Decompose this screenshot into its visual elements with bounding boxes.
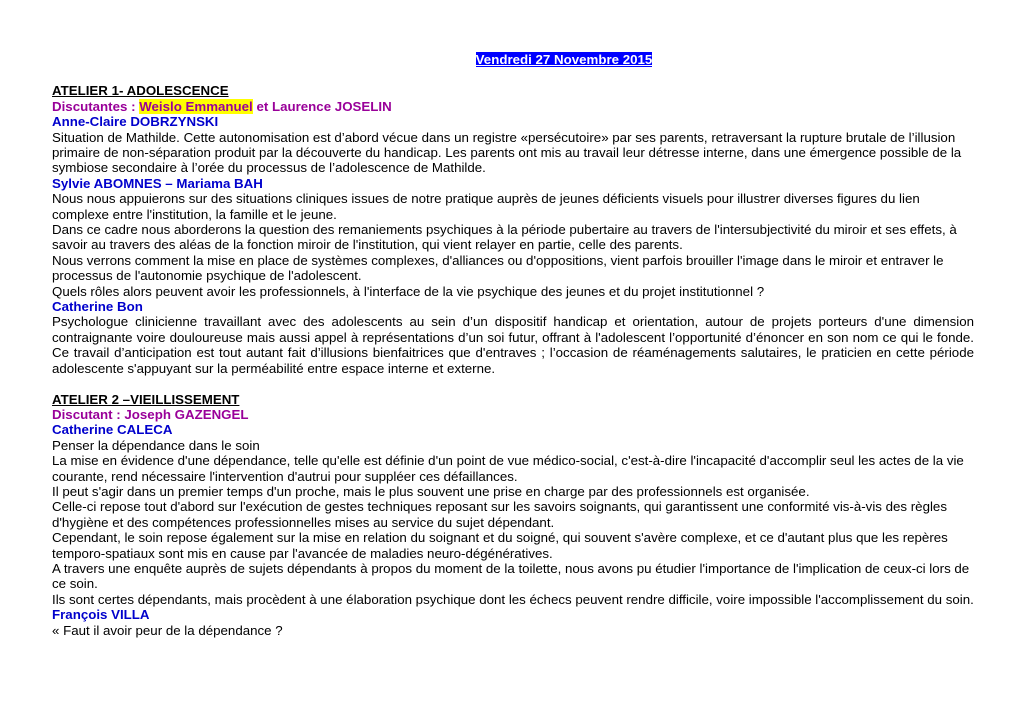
atelier-2-title: ATELIER 2 –VIEILLISSEMENT xyxy=(52,391,240,407)
atelier-1-section xyxy=(52,83,974,376)
speaker-name: François VILLA xyxy=(52,607,150,623)
speaker-abstract: Situation de Mathilde. Cette autonomisation est d’abord vécue dans un registre «persécutoire» par ses parents, retraversant la rupture brutale de l’illusion primaire de non-séparation produit par la découverte du handicap. Les parents ont mis au travail leur détresse interne, dans une émergence possible de la symbiose secondaire à l’orée du processus de l’adolescence de Mathilde. xyxy=(52,129,962,176)
speaker-abstract: Psychologue clinicienne travaillant avec des adolescents au sein d’un dispositif handicap et orientation, autour de projets porteurs d'une dimension contraignante voire douloureuse mais aussi appel à représentations d’un soi futur, offrant à l'adolescent l’opportunité d’énoncer en son nom ce qui le fonde. Ce travail d’anticipation est tout autant fait d’illusions bienfaitrices que d'entraves ; l’occasion de réaménagements salutaires, le praticien en cette période adolescente s'appuyant sur la perméabilité entre espace interne et externe. xyxy=(52,314,974,376)
speaker-abstract-paragraph: La mise en évidence d'une dépendance, telle qu'elle est définie d'un point de vue médico-social, c'est-à-dire l'incapacité d'accomplir seul les actes de la vie courante, rend nécessaire l'intervention d'autrui pour suppléer ces défaillances. xyxy=(52,453,964,484)
atelier-1-title: ATELIER 1- ADOLESCENCE xyxy=(52,83,229,99)
date-line xyxy=(52,52,974,68)
document-page xyxy=(52,52,974,638)
speaker-abstract-paragraph: Ils sont certes dépendants, mais procèdent à une élaboration psychique dont les échecs peuvent rendre difficile, voire impossible l'accomplissement du soin. xyxy=(52,591,974,607)
speaker-abstract-paragraph: A travers une enquête auprès de sujets dépendants à propos du moment de la toilette, nous avons pu étudier l'importance de l'implication de ceux-ci lors de ce soin. xyxy=(52,560,970,592)
atelier-2-discutant: Discutant : Joseph GAZENGEL xyxy=(52,406,249,422)
speaker-abstract: « Faut il avoir peur de la dépendance ? xyxy=(52,622,283,638)
discutants-prefix: Discutantes : xyxy=(52,98,140,114)
spacer xyxy=(52,68,974,83)
spacer xyxy=(52,376,974,391)
speaker-name: Sylvie ABOMNES – Mariama BAH xyxy=(52,175,263,191)
atelier-1-title-line xyxy=(52,83,974,98)
speaker-abstract-paragraph: Il peut s'agir dans un premier temps d'un proche, mais le plus souvent une prise en charge par des professionnels est organisée. xyxy=(52,483,810,499)
speaker-name: Catherine Bon xyxy=(52,299,143,315)
highlighted-discutant: Weislo Emmanuel xyxy=(139,98,253,114)
speaker-abstract-paragraph: Quels rôles alors peuvent avoir les professionnels, à l'interface de la vie psychique des jeunes et du projet institutionnel ? xyxy=(52,283,765,299)
speaker-abstract-paragraph: Nous nous appuierons sur des situations cliniques issues de notre pratique auprès de jeunes déficients visuels pour illustrer diverses figures du lien complexe entre l'institution, la famille et le jeune. xyxy=(52,191,920,222)
speaker-name: Anne-Claire DOBRZYNSKI xyxy=(52,114,219,130)
speaker-abstract-paragraph: Celle-ci repose tout d'abord sur l'exécution de gestes techniques reposant sur les savoirs soignants, qui garantissent une conformité vis-à-vis des règles d'hygiène et des compétences professionnelles mises au service du sujet dépendant. xyxy=(52,499,947,530)
speaker-abstract-paragraph: Dans ce cadre nous aborderons la question des remaniements psychiques à la période pubertaire au travers de l'intersubjectivité du miroir et ses effets, à savoir au travers des aléas de la fonction miroir de l'institution, qui vient relayer en partie, celle des parents. xyxy=(52,222,957,253)
speaker-abstract-paragraph: Cependant, le soin repose également sur la mise en relation du soignant et du soigné, qui souvent s'avère complexe, et ce d'autant plus que les repères temporo-spatiaux sont mis en cause par l'avancée de maladies neuro-dégénératives. xyxy=(52,530,948,561)
event-date: Vendredi 27 Novembre 2015 xyxy=(475,52,653,67)
atelier-2-title-line xyxy=(52,392,974,407)
atelier-2-section xyxy=(52,392,974,639)
speaker-abstract-paragraph: Nous verrons comment la mise en place de systèmes complexes, d'alliances ou d'oppositions, vient parfois brouiller l'image dans le miroir et entraver le processus de l'autonomie psychique de l'adolescent. xyxy=(52,252,944,284)
speaker-abstract-paragraph: Penser la dépendance dans le soin xyxy=(52,437,260,453)
speaker-name: Catherine CALECA xyxy=(52,422,173,438)
atelier-1-discutants xyxy=(52,99,974,114)
discutants-rest: et Laurence JOSELIN xyxy=(252,98,392,114)
